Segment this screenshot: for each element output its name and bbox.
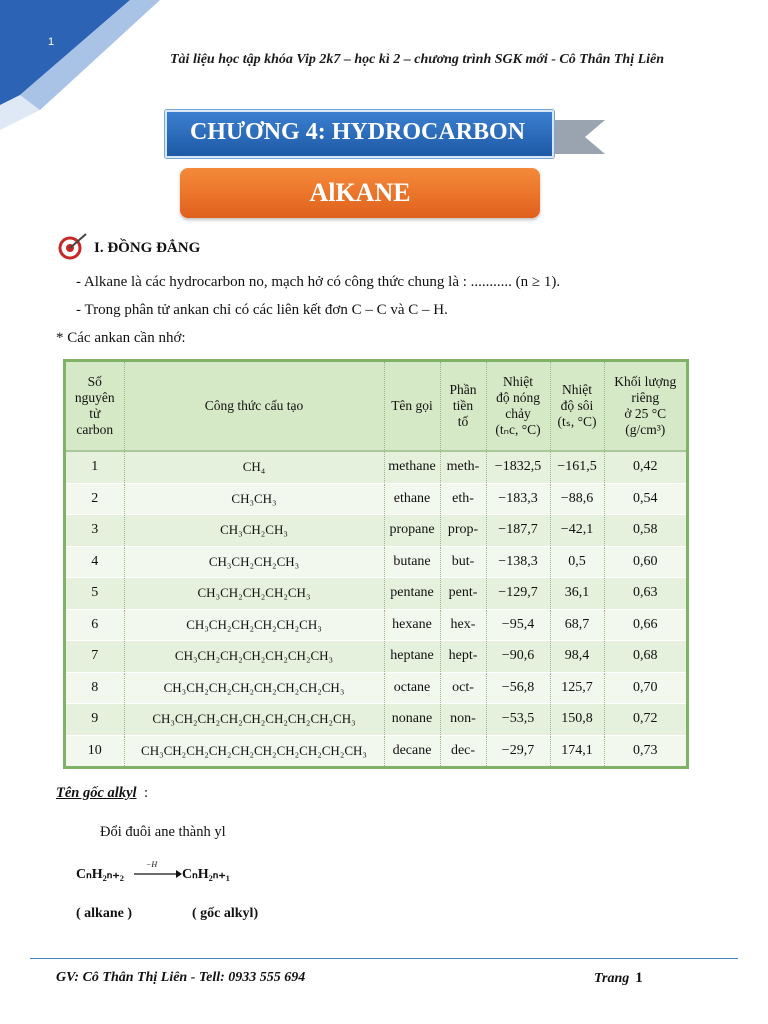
header-prefix: Phần tiền tố	[440, 362, 486, 451]
header-carbon-count: Số nguyên tử carbon	[66, 362, 124, 451]
cell-formula: CH₃CH₂CH₂CH₂CH₂CH₂CH₃	[124, 641, 384, 673]
cell-name: ethane	[384, 483, 440, 515]
header-boiling-point: Nhiệt độ sôi (tₛ, °C)	[550, 362, 604, 451]
cell-prefix: hept-	[440, 641, 486, 673]
cell-formula: CH₃CH₂CH₂CH₂CH₂CH₂CH₂CH₂CH₃	[124, 704, 384, 736]
cell-carbon-count: 10	[66, 735, 124, 766]
cell-name: hexane	[384, 609, 440, 641]
cell-name: nonane	[384, 704, 440, 736]
topic-banner: AlKANE	[180, 168, 540, 218]
footer-divider	[30, 958, 738, 959]
table-row	[66, 546, 686, 578]
cell-melting-point: −183,3	[486, 483, 550, 515]
cell-formula: CH₃CH₂CH₂CH₂CH₃	[124, 578, 384, 610]
cell-carbon-count: 2	[66, 483, 124, 515]
section-title: I. ĐỒNG ĐẲNG	[94, 240, 201, 256]
cell-melting-point: −1832,5	[486, 451, 550, 483]
cell-boiling-point: 0,5	[550, 546, 604, 578]
chapter-ribbon-tail	[545, 120, 605, 154]
cell-formula: CH₃CH₂CH₂CH₂CH₂CH₂CH₂CH₂CH₂CH₃	[124, 735, 384, 766]
cell-boiling-point: 98,4	[550, 641, 604, 673]
cell-prefix: non-	[440, 704, 486, 736]
cell-formula: CH₃CH₂CH₃	[124, 515, 384, 547]
cell-boiling-point: 68,7	[550, 609, 604, 641]
cell-name: octane	[384, 672, 440, 704]
table-row	[66, 641, 686, 673]
cell-melting-point: −56,8	[486, 672, 550, 704]
chapter-heading	[165, 106, 605, 156]
cell-prefix: hex-	[440, 609, 486, 641]
cell-formula: CH₃CH₂CH₂CH₂CH₂CH₂CH₂CH₃	[124, 672, 384, 704]
footer-page-number: 1	[635, 970, 643, 986]
target-dart-icon	[56, 232, 88, 260]
cell-carbon-count: 9	[66, 704, 124, 736]
cell-density: 0,70	[604, 672, 686, 704]
cell-prefix: dec-	[440, 735, 486, 766]
footer-teacher: GV: Cô Thân Thị Liên - Tell: 0933 555 694	[56, 970, 306, 985]
cell-carbon-count: 8	[66, 672, 124, 704]
cell-melting-point: −187,7	[486, 515, 550, 547]
cell-carbon-count: 7	[66, 641, 124, 673]
chapter-title: CHƯƠNG 4: HYDROCARBON	[189, 119, 526, 145]
cell-melting-point: −129,7	[486, 578, 550, 610]
alkane-formula: CₙH₂ₙ₊₂	[76, 867, 124, 882]
table-row	[66, 704, 686, 736]
cell-density: 0,63	[604, 578, 686, 610]
alkyl-heading-colon: :	[144, 785, 149, 801]
page-corner-decoration	[0, 0, 190, 130]
cell-name: decane	[384, 735, 440, 766]
cell-prefix: pent-	[440, 578, 486, 610]
bond-line: - Trong phân tử ankan chỉ có các liên kết đơn C – C và C – H.	[76, 302, 448, 318]
cell-boiling-point: 174,1	[550, 735, 604, 766]
cell-prefix: oct-	[440, 672, 486, 704]
cell-name: pentane	[384, 578, 440, 610]
cell-melting-point: −29,7	[486, 735, 550, 766]
cell-melting-point: −53,5	[486, 704, 550, 736]
cell-boiling-point: 150,8	[550, 704, 604, 736]
cell-carbon-count: 3	[66, 515, 124, 547]
footer-page: Trang 1	[594, 970, 643, 986]
cell-carbon-count: 6	[66, 609, 124, 641]
cell-density: 0,66	[604, 609, 686, 641]
cell-formula: CH₃CH₃	[124, 483, 384, 515]
table-header-row	[66, 362, 686, 451]
arrow-label: −H	[146, 860, 158, 869]
cell-formula: CH₄	[124, 451, 384, 483]
cell-formula: CH₃CH₂CH₂CH₂CH₂CH₃	[124, 609, 384, 641]
header-melting-point: Nhiệt độ nóng chảy (tₙc, °C)	[486, 362, 550, 451]
cell-boiling-point: −161,5	[550, 451, 604, 483]
cell-melting-point: −95,4	[486, 609, 550, 641]
header-name: Tên gọi	[384, 362, 440, 451]
cell-prefix: eth-	[440, 483, 486, 515]
cell-density: 0,68	[604, 641, 686, 673]
alkane-label: ( alkane )	[76, 906, 132, 921]
table-row	[66, 735, 686, 766]
document-header: Tài liệu học tập khóa Vip 2k7 – học kì 2 – chương trình SGK mới - Cô Thân Thị Liên	[170, 52, 665, 67]
cell-boiling-point: −88,6	[550, 483, 604, 515]
cell-name: propane	[384, 515, 440, 547]
cell-melting-point: −138,3	[486, 546, 550, 578]
table-row	[66, 451, 686, 483]
alkyl-label: ( gốc alkyl)	[192, 906, 259, 921]
table-row	[66, 609, 686, 641]
definition-line: - Alkane là các hydrocarbon no, mạch hở có công thức chung là : ........... (n ≥ 1).	[76, 274, 561, 290]
section-heading	[56, 240, 200, 257]
rename-rule: Đổi đuôi ane thành yl	[100, 824, 226, 840]
table-row	[66, 672, 686, 704]
cell-carbon-count: 1	[66, 451, 124, 483]
cell-density: 0,58	[604, 515, 686, 547]
cell-prefix: meth-	[440, 451, 486, 483]
cell-name: heptane	[384, 641, 440, 673]
cell-boiling-point: −42,1	[550, 515, 604, 547]
cell-carbon-count: 4	[66, 546, 124, 578]
cell-name: butane	[384, 546, 440, 578]
cell-density: 0,72	[604, 704, 686, 736]
alkyl-heading: Tên gốc alkyl	[56, 785, 137, 801]
table-row	[66, 483, 686, 515]
cell-boiling-point: 125,7	[550, 672, 604, 704]
table-row	[66, 578, 686, 610]
cell-name: methane	[384, 451, 440, 483]
header-density: Khối lượng riêng ở 25 °C (g/cm³)	[604, 362, 686, 451]
cell-formula: CH₃CH₂CH₂CH₃	[124, 546, 384, 578]
cell-prefix: but-	[440, 546, 486, 578]
cell-carbon-count: 5	[66, 578, 124, 610]
cell-density: 0,73	[604, 735, 686, 766]
cell-density: 0,54	[604, 483, 686, 515]
cell-prefix: prop-	[440, 515, 486, 547]
cell-melting-point: −90,6	[486, 641, 550, 673]
table-row	[66, 515, 686, 547]
corner-page-number: 1	[48, 36, 55, 48]
cell-density: 0,60	[604, 546, 686, 578]
remember-line: * Các ankan cần nhớ:	[56, 330, 186, 346]
cell-density: 0,42	[604, 451, 686, 483]
alkane-table	[66, 362, 686, 766]
alkyl-formula: CₙH₂ₙ₊₁	[182, 867, 230, 882]
header-formula: Công thức cấu tạo	[124, 362, 384, 451]
cell-boiling-point: 36,1	[550, 578, 604, 610]
